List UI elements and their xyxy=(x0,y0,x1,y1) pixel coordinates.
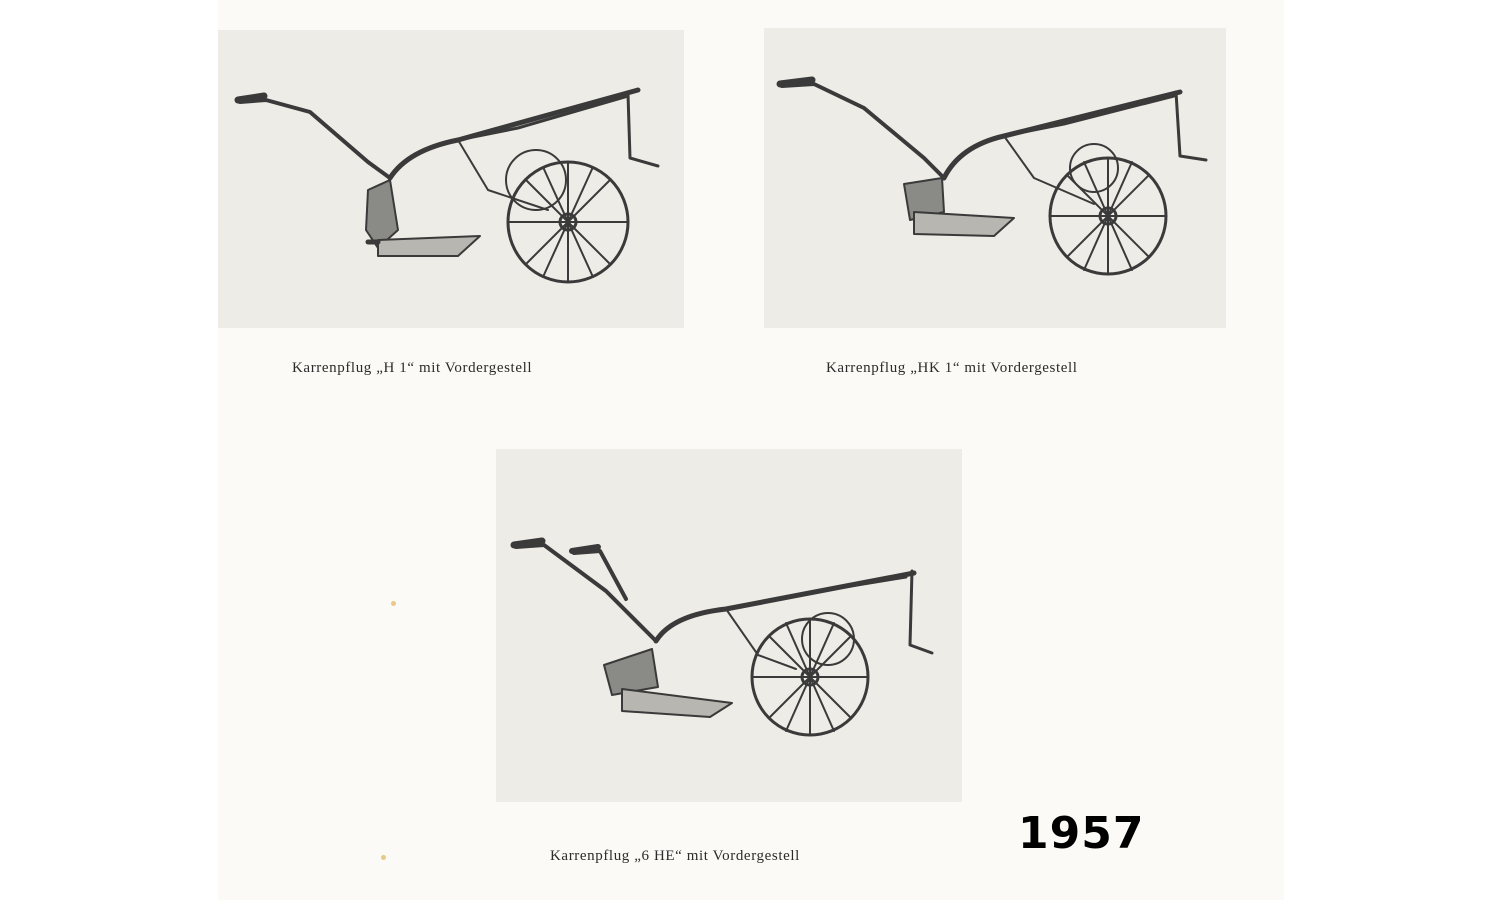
paper-speck xyxy=(381,855,386,860)
plough-h1-illustration xyxy=(218,30,684,328)
paper-speck xyxy=(391,601,396,606)
plough-hk1-illustration xyxy=(764,28,1226,328)
plough-hk1-photo xyxy=(764,28,1226,328)
plough-h1-photo xyxy=(218,30,684,328)
plough-6he-photo xyxy=(496,449,962,802)
caption-plough-h1: Karrenpflug „H 1“ mit Vordergestell xyxy=(292,360,533,376)
caption-plough-6he: Karrenpflug „6 HE“ mit Vordergestell xyxy=(550,848,800,864)
caption-plough-hk1: Karrenpflug „HK 1“ mit Vordergestell xyxy=(826,360,1078,376)
year-label: 1957 xyxy=(1018,808,1145,859)
plough-6he-illustration xyxy=(496,449,962,802)
